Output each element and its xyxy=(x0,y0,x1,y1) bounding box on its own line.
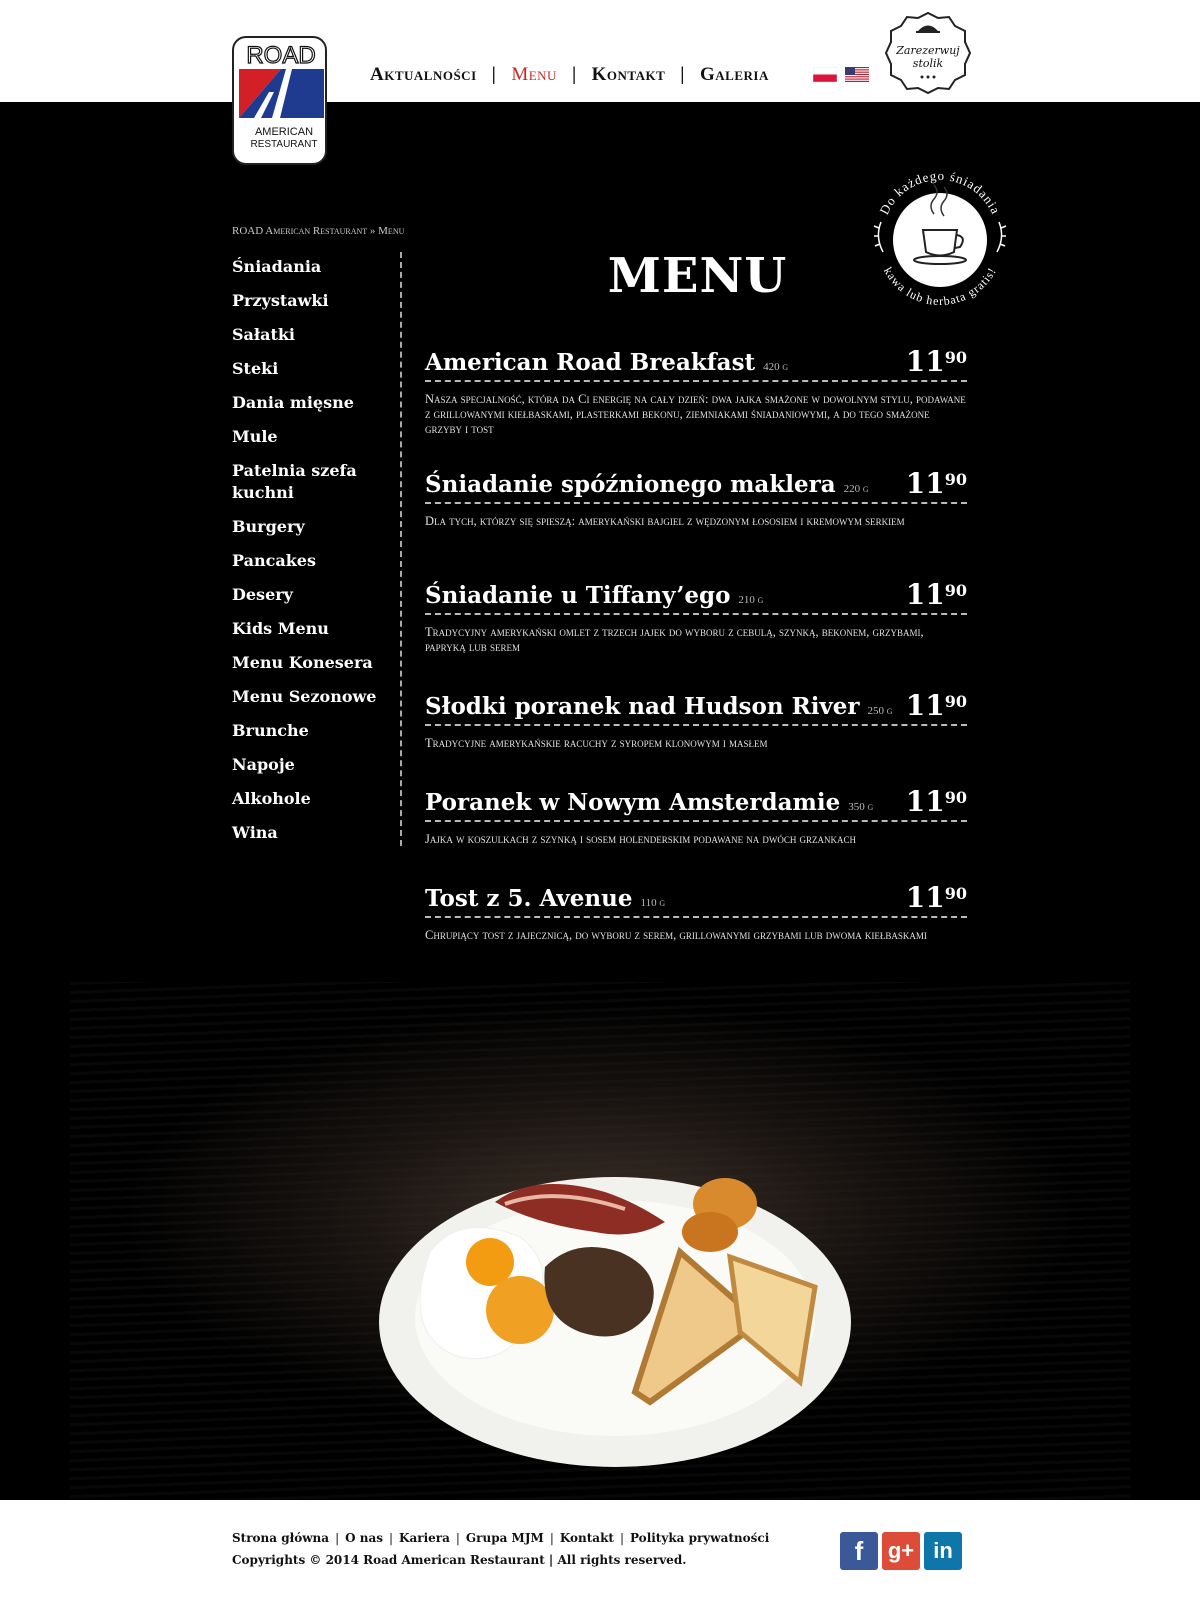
facebook-icon[interactable]: f xyxy=(840,1532,878,1570)
item-price: $11^{90}$ xyxy=(905,785,967,818)
logo-american-text: AMERICAN xyxy=(254,126,314,138)
main-nav xyxy=(370,64,769,86)
sidebar-item-napoje[interactable]: Napoje xyxy=(232,755,295,774)
sidebar-item-dania-miesne[interactable]: Dania mięsne xyxy=(232,393,354,412)
footer-link-about[interactable]: O nas xyxy=(345,1531,383,1545)
nav-aktualnosci[interactable]: Aktualności xyxy=(370,64,477,85)
footer-separator: | xyxy=(619,1531,624,1545)
footer-link-home[interactable]: Strona główna xyxy=(232,1531,330,1545)
sidebar-item-steki[interactable]: Steki xyxy=(232,359,279,378)
menu-item xyxy=(425,785,967,847)
sidebar-item-salatki[interactable]: Sałatki xyxy=(232,325,295,344)
item-price: $11^{90}$ xyxy=(905,689,967,722)
sidebar-item-wina[interactable]: Wina xyxy=(232,823,278,842)
footer-separator: | xyxy=(335,1531,340,1545)
nav-galeria[interactable]: Galeria xyxy=(699,64,769,85)
pl-flag-icon[interactable] xyxy=(813,67,837,82)
sidebar-item-mule[interactable]: Mule xyxy=(232,427,278,446)
sidebar-item-patelnia[interactable]: Patelnia szefa kuchni xyxy=(232,461,357,502)
menu-item xyxy=(425,578,967,655)
reserve-line2: stolik xyxy=(912,57,944,70)
item-weight: 220 g xyxy=(843,483,869,495)
category-sidebar xyxy=(232,252,402,846)
social-links xyxy=(840,1532,962,1570)
nav-menu[interactable]: Menu xyxy=(511,64,557,85)
menu-item xyxy=(425,345,967,437)
sidebar-item-alkohole[interactable]: Alkohole xyxy=(232,789,311,808)
footer-link-group[interactable]: Grupa MJM xyxy=(465,1531,544,1545)
sidebar-item-menu-sezonowe[interactable]: Menu Sezonowe xyxy=(232,687,377,706)
item-description: Dla tych, którzy się spieszą: amerykański bajgiel z wędzonym łososiem i kremowym serkiem xyxy=(425,514,905,528)
item-weight: 420 g xyxy=(763,361,789,373)
item-description: Jajka w koszulkach z szynką i sosem holenderskim podawane na dwóch grzankach xyxy=(425,832,857,846)
item-name: Poranek w Nowym Amsterdamie xyxy=(425,789,841,816)
menu-item xyxy=(425,467,967,529)
page-title: MENU xyxy=(607,248,788,304)
footer-nav xyxy=(232,1531,769,1545)
footer-separator: | xyxy=(549,1531,554,1545)
item-price: $11^{90}$ xyxy=(905,467,967,500)
nav-separator: | xyxy=(680,64,685,85)
item-name: Słodki poranek nad Hudson River xyxy=(425,693,860,720)
sidebar-item-burgery[interactable]: Burgery xyxy=(232,517,305,536)
nav-separator: | xyxy=(491,64,497,85)
footer-link-privacy[interactable]: Polityka prywatności xyxy=(629,1531,770,1545)
sidebar-item-przystawki[interactable]: Przystawki xyxy=(232,291,329,310)
item-description: Tradycyjny amerykański omlet z trzech jajek do wyboru z cebulą, szynką, bekonem, grzybami, papryką lub serem xyxy=(425,625,924,654)
sidebar-item-sniadania[interactable]: Śniadania xyxy=(232,257,322,276)
nav-separator: | xyxy=(571,64,577,85)
breadcrumb[interactable]: ROAD American Restaurant » Menu xyxy=(232,225,405,237)
sidebar-item-pancakes[interactable]: Pancakes xyxy=(232,551,316,570)
item-weight: 350 g xyxy=(848,801,874,813)
item-name: American Road Breakfast xyxy=(425,349,756,376)
sidebar-item-brunche[interactable]: Brunche xyxy=(232,721,309,740)
item-weight: 250 g xyxy=(867,705,893,717)
item-weight: 210 g xyxy=(738,594,764,606)
language-switcher xyxy=(813,67,869,82)
sidebar-item-menu-konesera[interactable]: Menu Konesera xyxy=(232,653,373,672)
item-name: Tost z 5. Avenue xyxy=(425,885,633,912)
linkedin-icon[interactable]: in xyxy=(924,1532,962,1570)
item-description: Chrupiący tost z jajecznicą, do wyboru z serem, grillowanymi grzybami lub dwoma kiełbaskami xyxy=(425,928,927,942)
logo-road-text: ROAD xyxy=(246,42,316,69)
item-price: $11^{90}$ xyxy=(905,578,967,611)
sidebar-item-desery[interactable]: Desery xyxy=(232,585,293,604)
item-description: Tradycyjne amerykańskie racuchy z syropem klonowym i masłem xyxy=(425,736,768,750)
google-plus-icon[interactable]: g+ xyxy=(882,1532,920,1570)
site-header xyxy=(0,0,1200,102)
sidebar-item-kids-menu[interactable]: Kids Menu xyxy=(232,619,329,638)
badge-bottom-text: kawa lub herbata gratis! xyxy=(880,264,1000,309)
footer-link-contact[interactable]: Kontakt xyxy=(559,1531,614,1545)
reserve-badge-icon xyxy=(885,10,971,96)
item-weight: 110 g xyxy=(640,897,666,909)
item-description: Nasza specjalność, która da Ci energię na cały dzień: dwa jajka smażone w dowolnym stylu, podawane z grillowanymi kiełbaskami, plasterkami bekonu, ziemniakami śniadaniowymi, a do tego smażone grzyby i tost xyxy=(425,392,966,436)
footer-link-career[interactable]: Kariera xyxy=(399,1531,450,1545)
menu-item xyxy=(425,881,967,943)
road-logo-icon xyxy=(234,38,327,165)
content-area xyxy=(0,102,1200,1500)
footer-separator: | xyxy=(455,1531,460,1545)
site-logo[interactable] xyxy=(232,36,327,165)
reserve-table-button[interactable] xyxy=(885,10,971,96)
badge-top-text: Do każdego śniadania xyxy=(876,167,1004,217)
item-name: Śniadanie spóźnionego maklera xyxy=(425,471,836,498)
logo-restaurant-text: RESTAURANT xyxy=(250,139,318,150)
item-price: $11^{90}$ xyxy=(905,345,967,378)
copyright-text: Copyrights © 2014 Road American Restaurant | All rights reserved. xyxy=(232,1553,687,1567)
breakfast-plate-image xyxy=(370,1132,860,1482)
footer-separator: | xyxy=(389,1531,394,1545)
item-name: Śniadanie u Tiffany’ego xyxy=(425,582,731,609)
reserve-line1: Zarezerwuj xyxy=(896,44,960,57)
item-price: $11^{90}$ xyxy=(905,881,967,914)
nav-kontakt[interactable]: Kontakt xyxy=(591,64,666,85)
us-flag-icon[interactable] xyxy=(845,67,869,82)
menu-item xyxy=(425,689,967,751)
site-footer xyxy=(0,1500,1200,1602)
